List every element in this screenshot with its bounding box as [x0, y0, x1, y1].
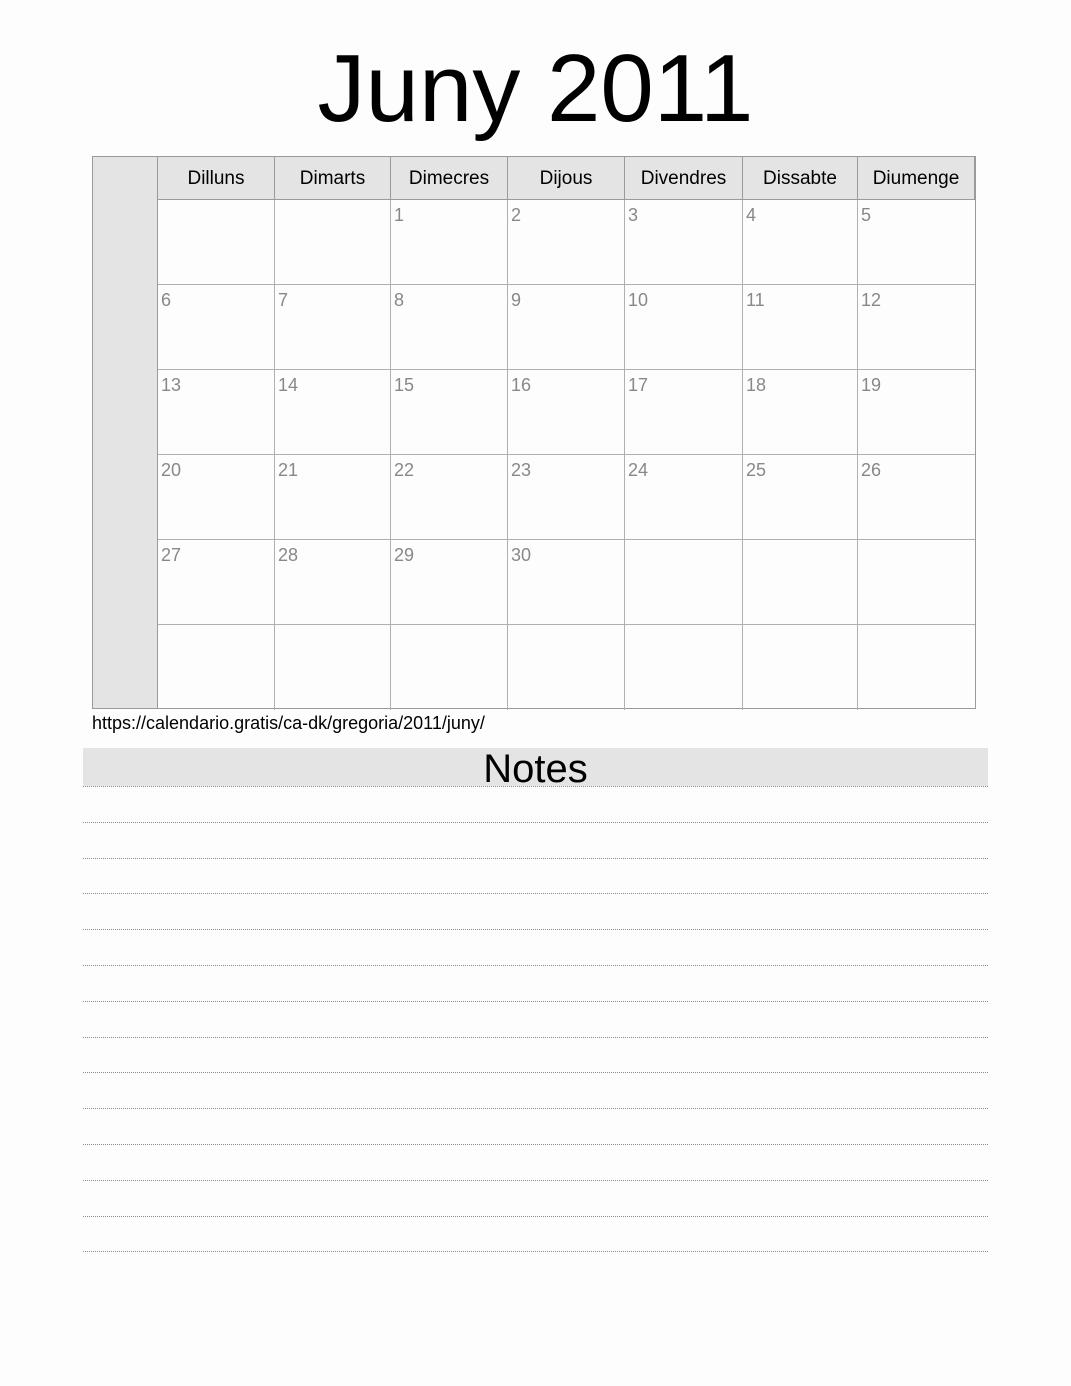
day-number: 11 — [746, 290, 765, 310]
day-cell — [158, 285, 275, 370]
day-cell — [275, 625, 391, 710]
day-cell — [743, 285, 858, 370]
day-number: 18 — [746, 375, 767, 395]
day-number: 29 — [394, 545, 415, 565]
note-line — [83, 1001, 988, 1002]
day-number: 25 — [746, 460, 767, 480]
weekday-header-diumenge: Diumenge — [858, 157, 975, 199]
weekday-header-dissabte: Dissabte — [743, 157, 858, 199]
note-line — [83, 858, 988, 859]
day-number: 17 — [628, 375, 649, 395]
note-line — [83, 1251, 988, 1252]
note-line — [83, 1037, 988, 1038]
day-number: 6 — [161, 290, 172, 310]
day-cell — [858, 625, 975, 710]
day-cell — [508, 540, 625, 625]
day-cell — [158, 455, 275, 540]
day-cell — [508, 625, 625, 710]
note-line — [83, 822, 988, 823]
day-cell — [743, 625, 858, 710]
day-cell — [858, 285, 975, 370]
day-number: 14 — [278, 375, 299, 395]
day-cell — [858, 370, 975, 455]
day-number: 15 — [394, 375, 415, 395]
day-cell — [508, 370, 625, 455]
day-number: 1 — [394, 205, 405, 225]
day-cell — [275, 455, 391, 540]
day-number: 21 — [278, 460, 299, 480]
day-cell — [391, 625, 508, 710]
day-number: 27 — [161, 545, 182, 565]
day-number: 2 — [511, 205, 522, 225]
day-number: 12 — [861, 290, 882, 310]
day-cell — [508, 455, 625, 540]
day-number: 19 — [861, 375, 882, 395]
day-cell — [858, 200, 975, 285]
day-cell — [391, 285, 508, 370]
note-line — [83, 965, 988, 966]
day-cell — [625, 370, 743, 455]
note-line — [83, 1072, 988, 1073]
source-url[interactable]: https://calendario.gratis/ca-dk/gregoria/2011/juny/ — [92, 713, 485, 733]
day-cell — [743, 200, 858, 285]
day-number: 4 — [746, 205, 757, 225]
day-cell — [158, 200, 275, 285]
day-number: 28 — [278, 545, 299, 565]
weekday-header-divendres: Divendres — [625, 157, 743, 199]
note-line — [83, 1180, 988, 1181]
day-cell — [743, 370, 858, 455]
weekday-header-dijous: Dijous — [508, 157, 625, 199]
day-cell — [275, 285, 391, 370]
day-cell — [391, 370, 508, 455]
day-number: 22 — [394, 460, 415, 480]
calendar-title: Juny 2011 — [317, 35, 754, 142]
day-cell — [391, 455, 508, 540]
day-number: 7 — [278, 290, 289, 310]
day-number: 10 — [628, 290, 649, 310]
month-grid — [92, 156, 976, 709]
day-cell — [625, 455, 743, 540]
day-cell — [743, 540, 858, 625]
day-number: 20 — [161, 460, 182, 480]
day-cell — [625, 625, 743, 710]
day-number: 26 — [861, 460, 882, 480]
weekday-header-dimecres: Dimecres — [391, 157, 508, 199]
day-cell — [625, 285, 743, 370]
day-cell — [625, 540, 743, 625]
day-cell — [743, 455, 858, 540]
day-number: 24 — [628, 460, 649, 480]
note-line — [83, 786, 988, 787]
day-cell — [508, 285, 625, 370]
day-cell — [275, 540, 391, 625]
note-line — [83, 1144, 988, 1145]
day-number: 23 — [511, 460, 532, 480]
note-line — [83, 1108, 988, 1109]
day-number: 3 — [628, 205, 639, 225]
note-line — [83, 893, 988, 894]
notes-heading: Notes — [83, 748, 988, 786]
day-cell — [275, 370, 391, 455]
day-cell — [158, 370, 275, 455]
day-cell — [158, 625, 275, 710]
weekday-header-dilluns: Dilluns — [158, 157, 275, 199]
day-cell — [625, 200, 743, 285]
note-line — [83, 929, 988, 930]
day-number: 16 — [511, 375, 532, 395]
weekday-header-dimarts: Dimarts — [275, 157, 391, 199]
day-number: 5 — [861, 205, 872, 225]
day-cell — [391, 200, 508, 285]
note-line — [83, 1216, 988, 1217]
day-cell — [275, 200, 391, 285]
day-number: 9 — [511, 290, 522, 310]
day-number: 8 — [394, 290, 405, 310]
weekday-header-row — [158, 157, 975, 200]
day-number: 13 — [161, 375, 182, 395]
day-cell — [158, 540, 275, 625]
day-number: 30 — [511, 545, 532, 565]
day-cell — [858, 540, 975, 625]
week-number-column — [93, 157, 158, 708]
day-cell — [391, 540, 508, 625]
day-cell — [858, 455, 975, 540]
day-cell — [508, 200, 625, 285]
